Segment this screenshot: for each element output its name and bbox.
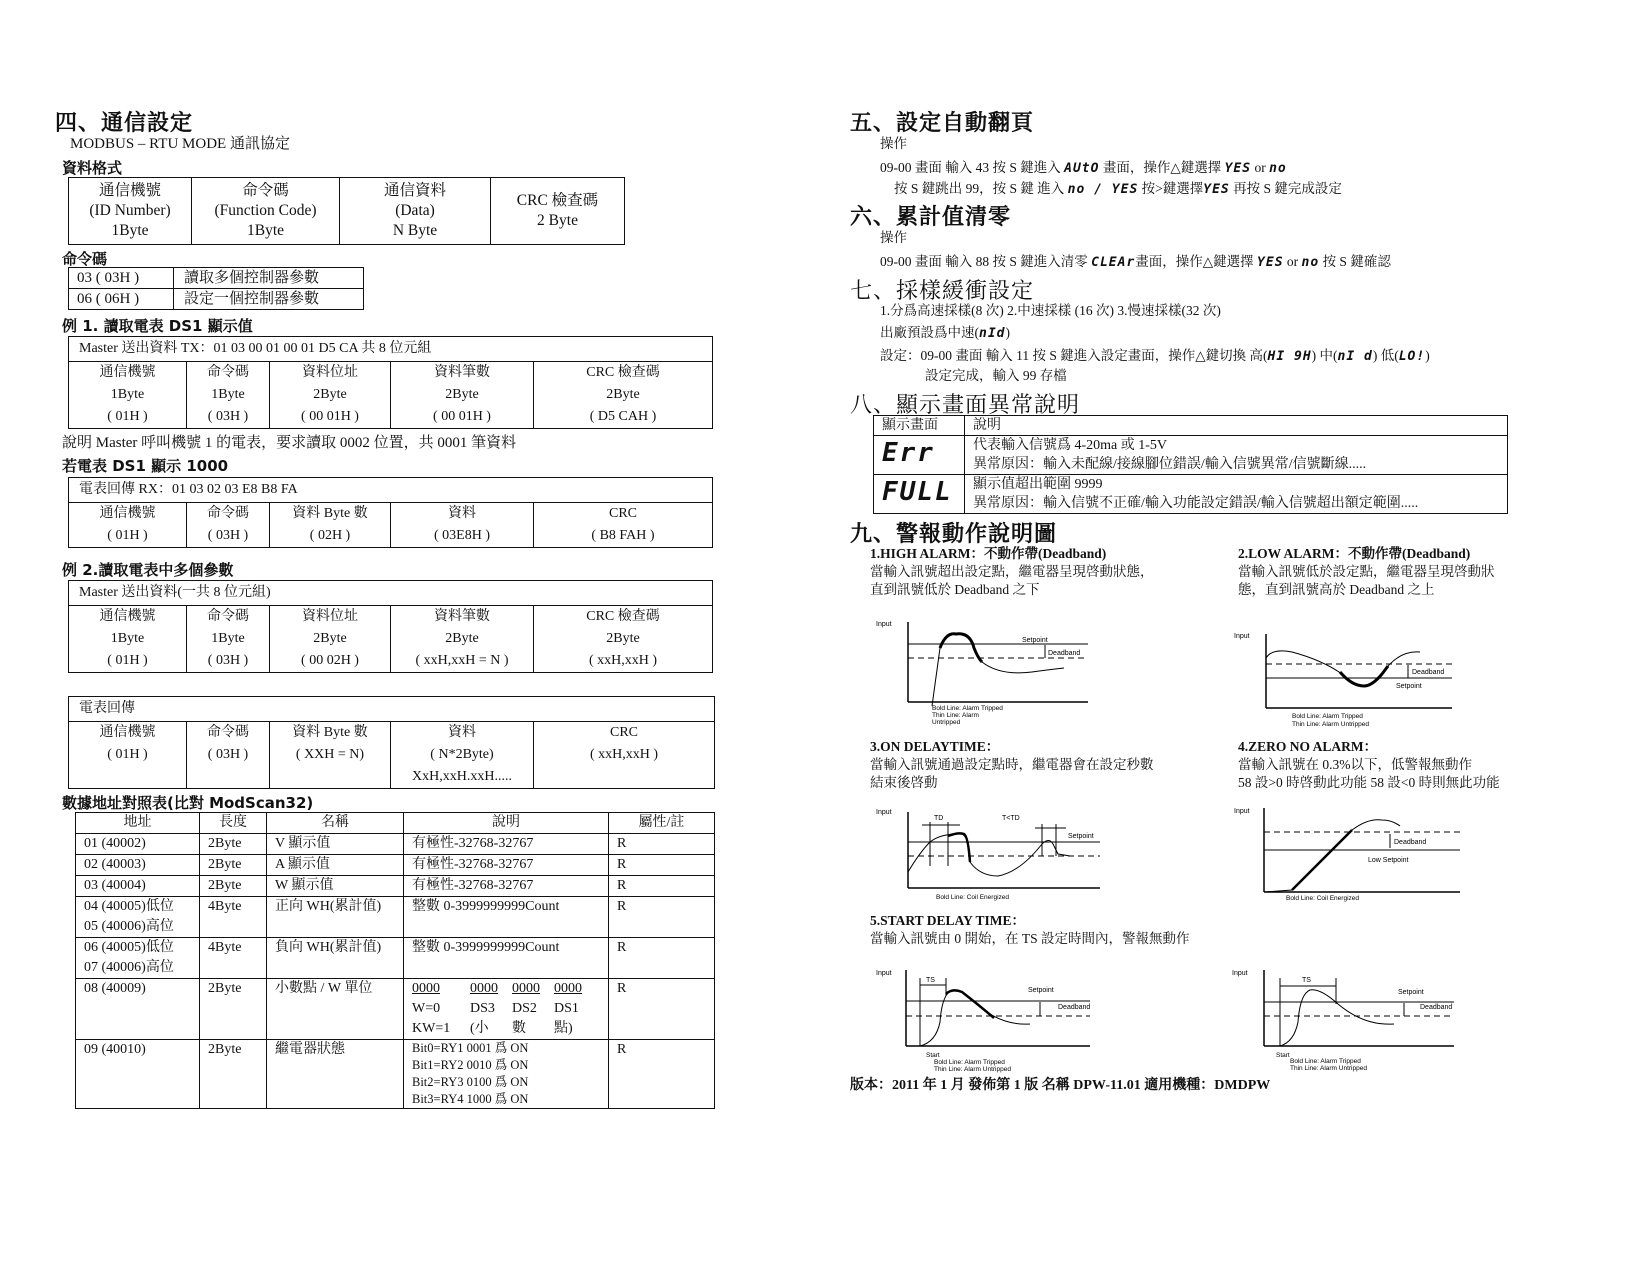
cell-line: ( 03E8H ): [434, 528, 490, 543]
cell-line: 2Byte: [445, 387, 479, 402]
text: or: [1251, 160, 1270, 175]
cell-line: 資料: [448, 725, 476, 740]
attr-cell: R: [609, 1040, 715, 1109]
addr-cell: 01 (40002): [76, 834, 200, 855]
alarm-line: 當輸入訊號低於設定點，繼電器呈現啓動狀: [1238, 564, 1495, 579]
address-map-header-row: [76, 813, 715, 834]
command-code: 06 ( 06H ): [69, 289, 174, 310]
name-cell: A 顯示值: [267, 855, 404, 876]
cell-line: 05 (40006)高位: [84, 919, 174, 934]
example1-if-heading: 若電表 DS1 顯示 1000: [62, 457, 229, 475]
cell-line: ( 01H ): [107, 747, 148, 762]
cell-line: 2 Byte: [537, 212, 578, 229]
text: 09-00 畫面 輸入 88 按 S 鍵進入清零: [880, 254, 1092, 269]
column-header: 顯示畫面: [874, 416, 965, 436]
seg-display-no-yes: no / YES: [1067, 182, 1139, 197]
cell-line: 資料 Byte 數: [292, 725, 368, 740]
error-row: [874, 436, 1508, 475]
grid-cell: DS3: [470, 1001, 495, 1016]
example1-tx-table: [68, 336, 713, 429]
section4-title: 四、通信設定: [55, 111, 194, 136]
column-header: 地址: [76, 813, 200, 834]
cell-line: 2Byte: [606, 387, 640, 402]
section5-op-label: 操作: [880, 136, 907, 151]
len-cell: 4Byte: [200, 897, 267, 938]
start-delay-diagram-2: [1228, 966, 1468, 1076]
text: 按 S 鍵跳出 99，按 S 鍵 進入: [894, 181, 1068, 196]
cell-line: ( 00 02H ): [301, 653, 359, 668]
cell-line: 命令碼: [207, 365, 249, 380]
grid-cell: (小: [470, 1021, 489, 1036]
len-cell: 4Byte: [200, 938, 267, 979]
seg-display-mid: nId: [979, 326, 1006, 341]
setpoint-label: Setpoint: [1396, 683, 1422, 690]
cell-line: 1Byte: [111, 222, 149, 239]
cell-line: ( 00 01H ): [301, 409, 359, 424]
cell-line: 異常原因：輸入信號不正確/輸入功能設定錯誤/輸入信號超出額定範圍.....: [973, 496, 1419, 511]
column-header: 屬性/註: [609, 813, 715, 834]
y-axis-label: Input: [1232, 970, 1248, 977]
y-axis-label: Input: [1234, 808, 1250, 815]
text: 再按 S 鍵完成設定: [1229, 181, 1342, 196]
example2-tx-table: [68, 580, 713, 673]
rx-header: 電表回傳: [69, 697, 715, 722]
y-axis-label: Input: [876, 809, 892, 816]
addr-cell: 08 (40009): [76, 979, 200, 1040]
section6-op-label: 操作: [880, 230, 907, 245]
alarm-line: 態，直到訊號高於 Deadband 之上: [1238, 582, 1435, 597]
attr-cell: R: [609, 834, 715, 855]
len-cell: 2Byte: [200, 855, 267, 876]
alarm-title: 2.LOW ALARM：不動作帶(Deadband): [1238, 546, 1471, 561]
alarm-line: 當輸入訊號通過設定點時，繼電器會在設定秒數: [870, 757, 1154, 772]
name-cell: V 顯示值: [267, 834, 404, 855]
deadband-label: Deadband: [1420, 1004, 1453, 1011]
text: ): [1425, 348, 1430, 363]
rx-header: 電表回傳 RX：01 03 02 03 E8 B8 FA: [69, 478, 713, 503]
cell-line: ( xxH,xxH = N ): [415, 653, 509, 668]
cell-line: 2Byte: [313, 387, 347, 402]
cell-line: ( 01H ): [107, 653, 148, 668]
cell-line: 2Byte: [606, 631, 640, 646]
error-header-row: [874, 416, 1508, 436]
high-alarm-diagram: [870, 618, 1100, 730]
command-code-heading: 命令碼: [62, 250, 108, 268]
attr-cell: R: [609, 979, 715, 1040]
section7-modes: 1.分爲高速採樣(8 次) 2.中速採樣 (16 次) 3.慢速採樣(32 次): [880, 303, 1221, 318]
grid-cell: 數: [512, 1021, 526, 1036]
cell-line: CRC 檢查碼: [586, 365, 660, 380]
alarm-line: 當輸入訊號由 0 開始，在 TS 設定時間內，警報無動作: [870, 931, 1190, 946]
deadband-label: Deadband: [1412, 669, 1445, 676]
legend-line: Bold Line: Alarm Tripped: [934, 1059, 1005, 1066]
seg-display-auto: AUtO: [1064, 161, 1100, 176]
text: 09-00 畫面 輸入 43 按 S 鍵進入: [880, 160, 1065, 175]
setpoint-label: Setpoint: [1068, 833, 1094, 840]
tx-header: Master 送出資料(一共 8 位元組): [69, 581, 713, 606]
low-setpoint-label: Low Setpoint: [1368, 857, 1409, 864]
y-axis-label: Input: [876, 621, 892, 628]
alarm-high: [870, 545, 1154, 599]
cell-line: Bit0=RY1 0001 爲 ON: [412, 1041, 529, 1055]
cell-line: 通信機號: [98, 182, 161, 199]
alarm-title: 5.START DELAY TIME：: [870, 913, 1025, 928]
example1-heading: 例 1. 讀取電表 DS1 顯示值: [62, 317, 253, 335]
section6-line1: [880, 253, 1391, 272]
addr-cell: 02 (40003): [76, 855, 200, 876]
cell-line: ( 01H ): [107, 528, 148, 543]
data-format-table: [68, 177, 625, 245]
cell-line: CRC: [608, 506, 637, 521]
len-cell: 2Byte: [200, 876, 267, 897]
cell-line: [75, 766, 180, 788]
len-cell: 2Byte: [200, 834, 267, 855]
grid-cell: DS2: [512, 1001, 537, 1016]
column-header: 說明: [404, 813, 609, 834]
alarm-line: 當輸入訊號在 0.3%以下，低警報無動作: [1238, 757, 1472, 772]
example2-heading: 例 2.讀取電表中多個參數: [62, 561, 234, 579]
cell-line: (ID Number): [89, 202, 171, 219]
grid-cell: KW=1: [412, 1021, 451, 1036]
cell-line: 2Byte: [445, 631, 479, 646]
command-desc: 讀取多個控制器參數: [174, 268, 364, 289]
desc-cell: [404, 1040, 609, 1109]
alarm-zero-no: [1238, 738, 1500, 792]
alarm-on-delay: [870, 738, 1154, 792]
cell-line: CRC: [609, 725, 638, 740]
column-header: 說明: [965, 416, 1508, 436]
section6-title: 六、累計值清零: [850, 205, 1012, 230]
setpoint-label: Setpoint: [1398, 989, 1424, 996]
legend-line: Untripped: [932, 719, 961, 726]
legend-line: Thin Line: Alarm Untripped: [1290, 1065, 1367, 1072]
section7-title: 七、採樣緩衝設定: [850, 279, 1035, 304]
zero-no-alarm-diagram: [1232, 806, 1462, 902]
command-row: [69, 268, 364, 289]
grid-cell: 0000: [554, 981, 582, 996]
cell-line: ( D5 CAH ): [589, 409, 657, 424]
cell-line: ( XXH = N): [295, 747, 365, 762]
cell-line: 2Byte: [313, 631, 347, 646]
legend-line: Bold Line: Coil Energized: [936, 894, 1009, 901]
table-row: [76, 897, 715, 938]
command-code: 03 ( 03H ): [69, 268, 174, 289]
seg-display-err: Err: [882, 437, 935, 468]
alarm-line: 結束後啓動: [870, 775, 938, 790]
addr-cell: 03 (40004): [76, 876, 200, 897]
command-row: [69, 289, 364, 310]
address-map-table: [75, 812, 715, 1109]
text: ) 低(: [1372, 348, 1399, 363]
alarm-line: 58 設>0 時啓動此功能 58 設<0 時則無此功能: [1238, 775, 1500, 790]
seg-display-yes: YES: [1224, 161, 1252, 176]
cell-line: 資料: [448, 506, 476, 521]
legend-line: Bold Line: Alarm Tripped: [1290, 1058, 1361, 1065]
grid-cell: W=0: [412, 1001, 441, 1016]
addr-cell: [76, 897, 200, 938]
table-row: [76, 1040, 715, 1109]
name-cell: 小數點 / W 單位: [267, 979, 404, 1040]
legend-line: Thin Line: Alarm Untripped: [1292, 721, 1369, 728]
format-data-cell: [340, 178, 491, 245]
grid-cell: DS1: [554, 1001, 579, 1016]
section5-title: 五、設定自動翻頁: [850, 111, 1035, 136]
td-label: TD: [934, 815, 944, 822]
cell-line: ( xxH,xxH ): [588, 653, 658, 668]
cell-line: 代表輸入信號爲 4-20ma 或 1-5V: [973, 438, 1168, 453]
text: 按 S 鍵確認: [1319, 254, 1391, 269]
ts-label: TS: [1302, 977, 1311, 984]
cell-line: 資料筆數: [434, 365, 490, 380]
cell-line: 1Byte: [110, 387, 145, 402]
grid-cell: 0000: [470, 981, 498, 996]
cell-line: 命令碼: [207, 609, 249, 624]
desc-cell: [404, 979, 609, 1040]
cell-line: CRC 檢查碼: [586, 609, 660, 624]
attr-cell: R: [609, 855, 715, 876]
on-delay-diagram: [870, 806, 1110, 902]
seg-display-high: HI 9H: [1267, 349, 1312, 364]
desc-cell: 整數 0-3999999999Count: [404, 938, 609, 979]
command-desc: 設定一個控制器參數: [174, 289, 364, 310]
section7-setting: [880, 347, 1430, 366]
len-cell: 2Byte: [200, 979, 267, 1040]
cell-line: 通信機號: [99, 725, 156, 740]
column-header: 名稱: [267, 813, 404, 834]
alarm-line: 直到訊號低於 Deadband 之下: [870, 582, 1040, 597]
cell-line: 資料位址: [302, 365, 358, 380]
desc-cell: 有極性-32768-32767: [404, 876, 609, 897]
attr-cell: R: [609, 897, 715, 938]
text: 畫面，操作△鍵選擇: [1099, 160, 1225, 175]
len-cell: 2Byte: [200, 1040, 267, 1109]
cell-line: 1Byte: [211, 387, 245, 402]
section8-title: 八、顯示畫面異常說明: [850, 393, 1081, 418]
desc-cell: 有極性-32768-32767: [404, 855, 609, 876]
cell-line: CRC 檢查碼: [516, 192, 599, 209]
column-header: 長度: [200, 813, 267, 834]
legend-line: Bold Line: Alarm Tripped: [1292, 713, 1363, 720]
start-label: Start: [1276, 1052, 1290, 1059]
ts-label: TS: [926, 977, 935, 984]
cell-line: N Byte: [392, 222, 438, 239]
cell-line: 命令碼: [207, 506, 249, 521]
rx-columns-row: [69, 503, 713, 548]
legend-line: Bold Line: Coil Energized: [1286, 895, 1359, 902]
grid-cell: 點): [554, 1021, 573, 1036]
text: 設定：09-00 畫面 輸入 11 按 S 鍵進入設定畫面，操作△鍵切換 高(: [880, 348, 1268, 363]
section4-subtitle: MODBUS – RTU MODE 通訊協定: [70, 136, 290, 152]
table-row: [76, 834, 715, 855]
seg-display-no: no: [1269, 161, 1287, 176]
example2-rx-table: [68, 696, 715, 789]
deadband-label: Deadband: [1048, 650, 1081, 657]
legend-line: Bold Line: Alarm Tripped: [932, 705, 1003, 712]
alarm-line: 當輸入訊號超出設定點，繼電器呈現啓動狀態，: [870, 564, 1154, 579]
cell-line: Bit2=RY3 0100 爲 ON: [412, 1075, 529, 1089]
cell-line: ( 03H ): [207, 528, 249, 543]
desc-cell: 整數 0-3999999999Count: [404, 897, 609, 938]
alarm-title: 3.ON DELAYTIME：: [870, 739, 1000, 754]
seg-display-clear: CLEAr: [1091, 255, 1136, 270]
seg-display-yes: YES: [1257, 255, 1284, 270]
cell-line: 04 (40005)低位: [84, 899, 174, 914]
format-function-cell: [192, 178, 340, 245]
legend-line: Thin Line: Alarm Untripped: [934, 1066, 1011, 1073]
start-delay-diagram-1: [870, 966, 1110, 1076]
seg-display-full: FULL: [882, 476, 953, 507]
format-id-cell: [69, 178, 192, 245]
cell-line: ( 01H ): [107, 409, 148, 424]
table-row: [76, 855, 715, 876]
command-code-table: [68, 267, 364, 310]
cell-line: 通信機號: [99, 609, 156, 624]
cell-line: 07 (40006)高位: [84, 960, 174, 975]
text: or: [1283, 254, 1302, 269]
table-row: [76, 876, 715, 897]
deadband-label: Deadband: [1394, 839, 1427, 846]
cell-line: (Function Code): [214, 202, 317, 219]
section5-line2: [894, 180, 1342, 199]
seg-display-yes: YES: [1203, 182, 1230, 197]
cell-line: XxH,xxH.xxH.....: [412, 769, 512, 784]
cell-line: 06 (40005)低位: [84, 940, 174, 955]
cell-line: ( xxH,xxH ): [589, 747, 659, 762]
cell-line: Bit1=RY2 0010 爲 ON: [412, 1058, 529, 1072]
section5-line1: [880, 159, 1287, 178]
setpoint-label: Setpoint: [1028, 987, 1054, 994]
data-format-heading: 資料格式: [62, 159, 123, 177]
section7-default: [880, 324, 1010, 343]
footer-version: 版本：2011 年 1 月 發佈第 1 版 名稱 DPW-11.01 適用機種：DMDPW: [850, 1078, 1271, 1093]
table-row: [76, 938, 715, 979]
section7-setting2: 設定完成，輸入 99 存檔: [925, 368, 1067, 383]
name-cell: W 顯示值: [267, 876, 404, 897]
cell-line: 異常原因：輸入未配線/接線腳位錯誤/輸入信號異常/信號斷線.....: [973, 457, 1367, 472]
error-row: [874, 475, 1508, 514]
alarm-title: 1.HIGH ALARM：不動作帶(Deadband): [870, 546, 1107, 561]
cell-line: 1Byte: [246, 222, 285, 239]
display-error-table: [873, 415, 1508, 514]
rx-columns-row: [69, 722, 715, 789]
cell-line: ( 00 01H ): [433, 409, 491, 424]
cell-line: 通信資料: [383, 182, 446, 199]
cell-line: ( 02H ): [309, 528, 351, 543]
table-row: [76, 979, 715, 1040]
section9-title: 九、警報動作說明圖: [850, 522, 1058, 547]
text: 畫面，操作△鍵選擇: [1135, 254, 1258, 269]
alarm-title: 4.ZERO NO ALARM：: [1238, 739, 1378, 754]
seg-display-mid: nI d: [1337, 349, 1373, 364]
tx-columns-row: [69, 362, 713, 429]
cell-line: 1Byte: [110, 631, 145, 646]
deadband-label: Deadband: [1058, 1004, 1091, 1011]
cell-line: 顯示值超出範圍 9999: [973, 477, 1103, 492]
cell-line: ( N*2Byte): [430, 747, 494, 762]
example1-rx-table: [68, 477, 713, 548]
tx-header: Master 送出資料 TX：01 03 00 01 00 01 D5 CA 共 8 位元組: [69, 337, 713, 362]
format-crc-cell: [491, 178, 625, 245]
attr-cell: R: [609, 938, 715, 979]
low-alarm-diagram: [1232, 630, 1462, 730]
text: 出廠預設爲中速(: [880, 325, 979, 340]
t-lt-td-label: T<TD: [1002, 815, 1020, 822]
name-cell: 負向 WH(累計值): [267, 938, 404, 979]
seg-display-low: LO!: [1398, 349, 1426, 364]
text: ): [1005, 325, 1010, 340]
cell-line: ( B8 FAH ): [591, 528, 655, 543]
cell-line: ( 03H ): [207, 747, 249, 762]
seg-display-no: no: [1301, 255, 1320, 270]
cell-line: Bit3=RY4 1000 爲 ON: [412, 1092, 529, 1106]
desc-cell: 有極性-32768-32767: [404, 834, 609, 855]
cell-line: 通信機號: [99, 506, 156, 521]
attr-cell: R: [609, 876, 715, 897]
cell-line: 資料 Byte 數: [292, 506, 368, 521]
cell-line: 命令碼: [242, 182, 289, 199]
text: 按>鍵選擇: [1138, 181, 1204, 196]
grid-cell: 0000: [412, 981, 440, 996]
legend-line: Thin Line: Alarm: [932, 712, 979, 719]
alarm-start-delay: [870, 912, 1190, 948]
start-label: Start: [926, 1052, 940, 1059]
name-cell: 繼電器狀態: [267, 1040, 404, 1109]
cell-line: 1Byte: [211, 631, 245, 646]
y-axis-label: Input: [1234, 633, 1250, 640]
y-axis-label: Input: [876, 970, 892, 977]
addr-cell: [76, 938, 200, 979]
cell-line: (Data): [395, 202, 435, 219]
cell-line: ( 03H ): [207, 653, 249, 668]
example1-explain: 說明 Master 呼叫機號 1 的電表，要求讀取 0002 位置，共 0001 筆資料: [62, 435, 517, 451]
addr-cell: 09 (40010): [76, 1040, 200, 1109]
grid-cell: 0000: [512, 981, 540, 996]
alarm-low: [1238, 545, 1495, 599]
cell-line: 資料筆數: [434, 609, 490, 624]
setpoint-label: Setpoint: [1022, 637, 1048, 644]
text: ) 中(: [1311, 348, 1338, 363]
cell-line: 通信機號: [99, 365, 156, 380]
cell-line: ( 03H ): [207, 409, 249, 424]
cell-line: 命令碼: [207, 725, 249, 740]
cell-line: 資料位址: [302, 609, 358, 624]
name-cell: 正向 WH(累計值): [267, 897, 404, 938]
address-map-heading: 數據地址對照表(比對 ModScan32): [62, 794, 314, 812]
tx-columns-row: [69, 606, 713, 673]
